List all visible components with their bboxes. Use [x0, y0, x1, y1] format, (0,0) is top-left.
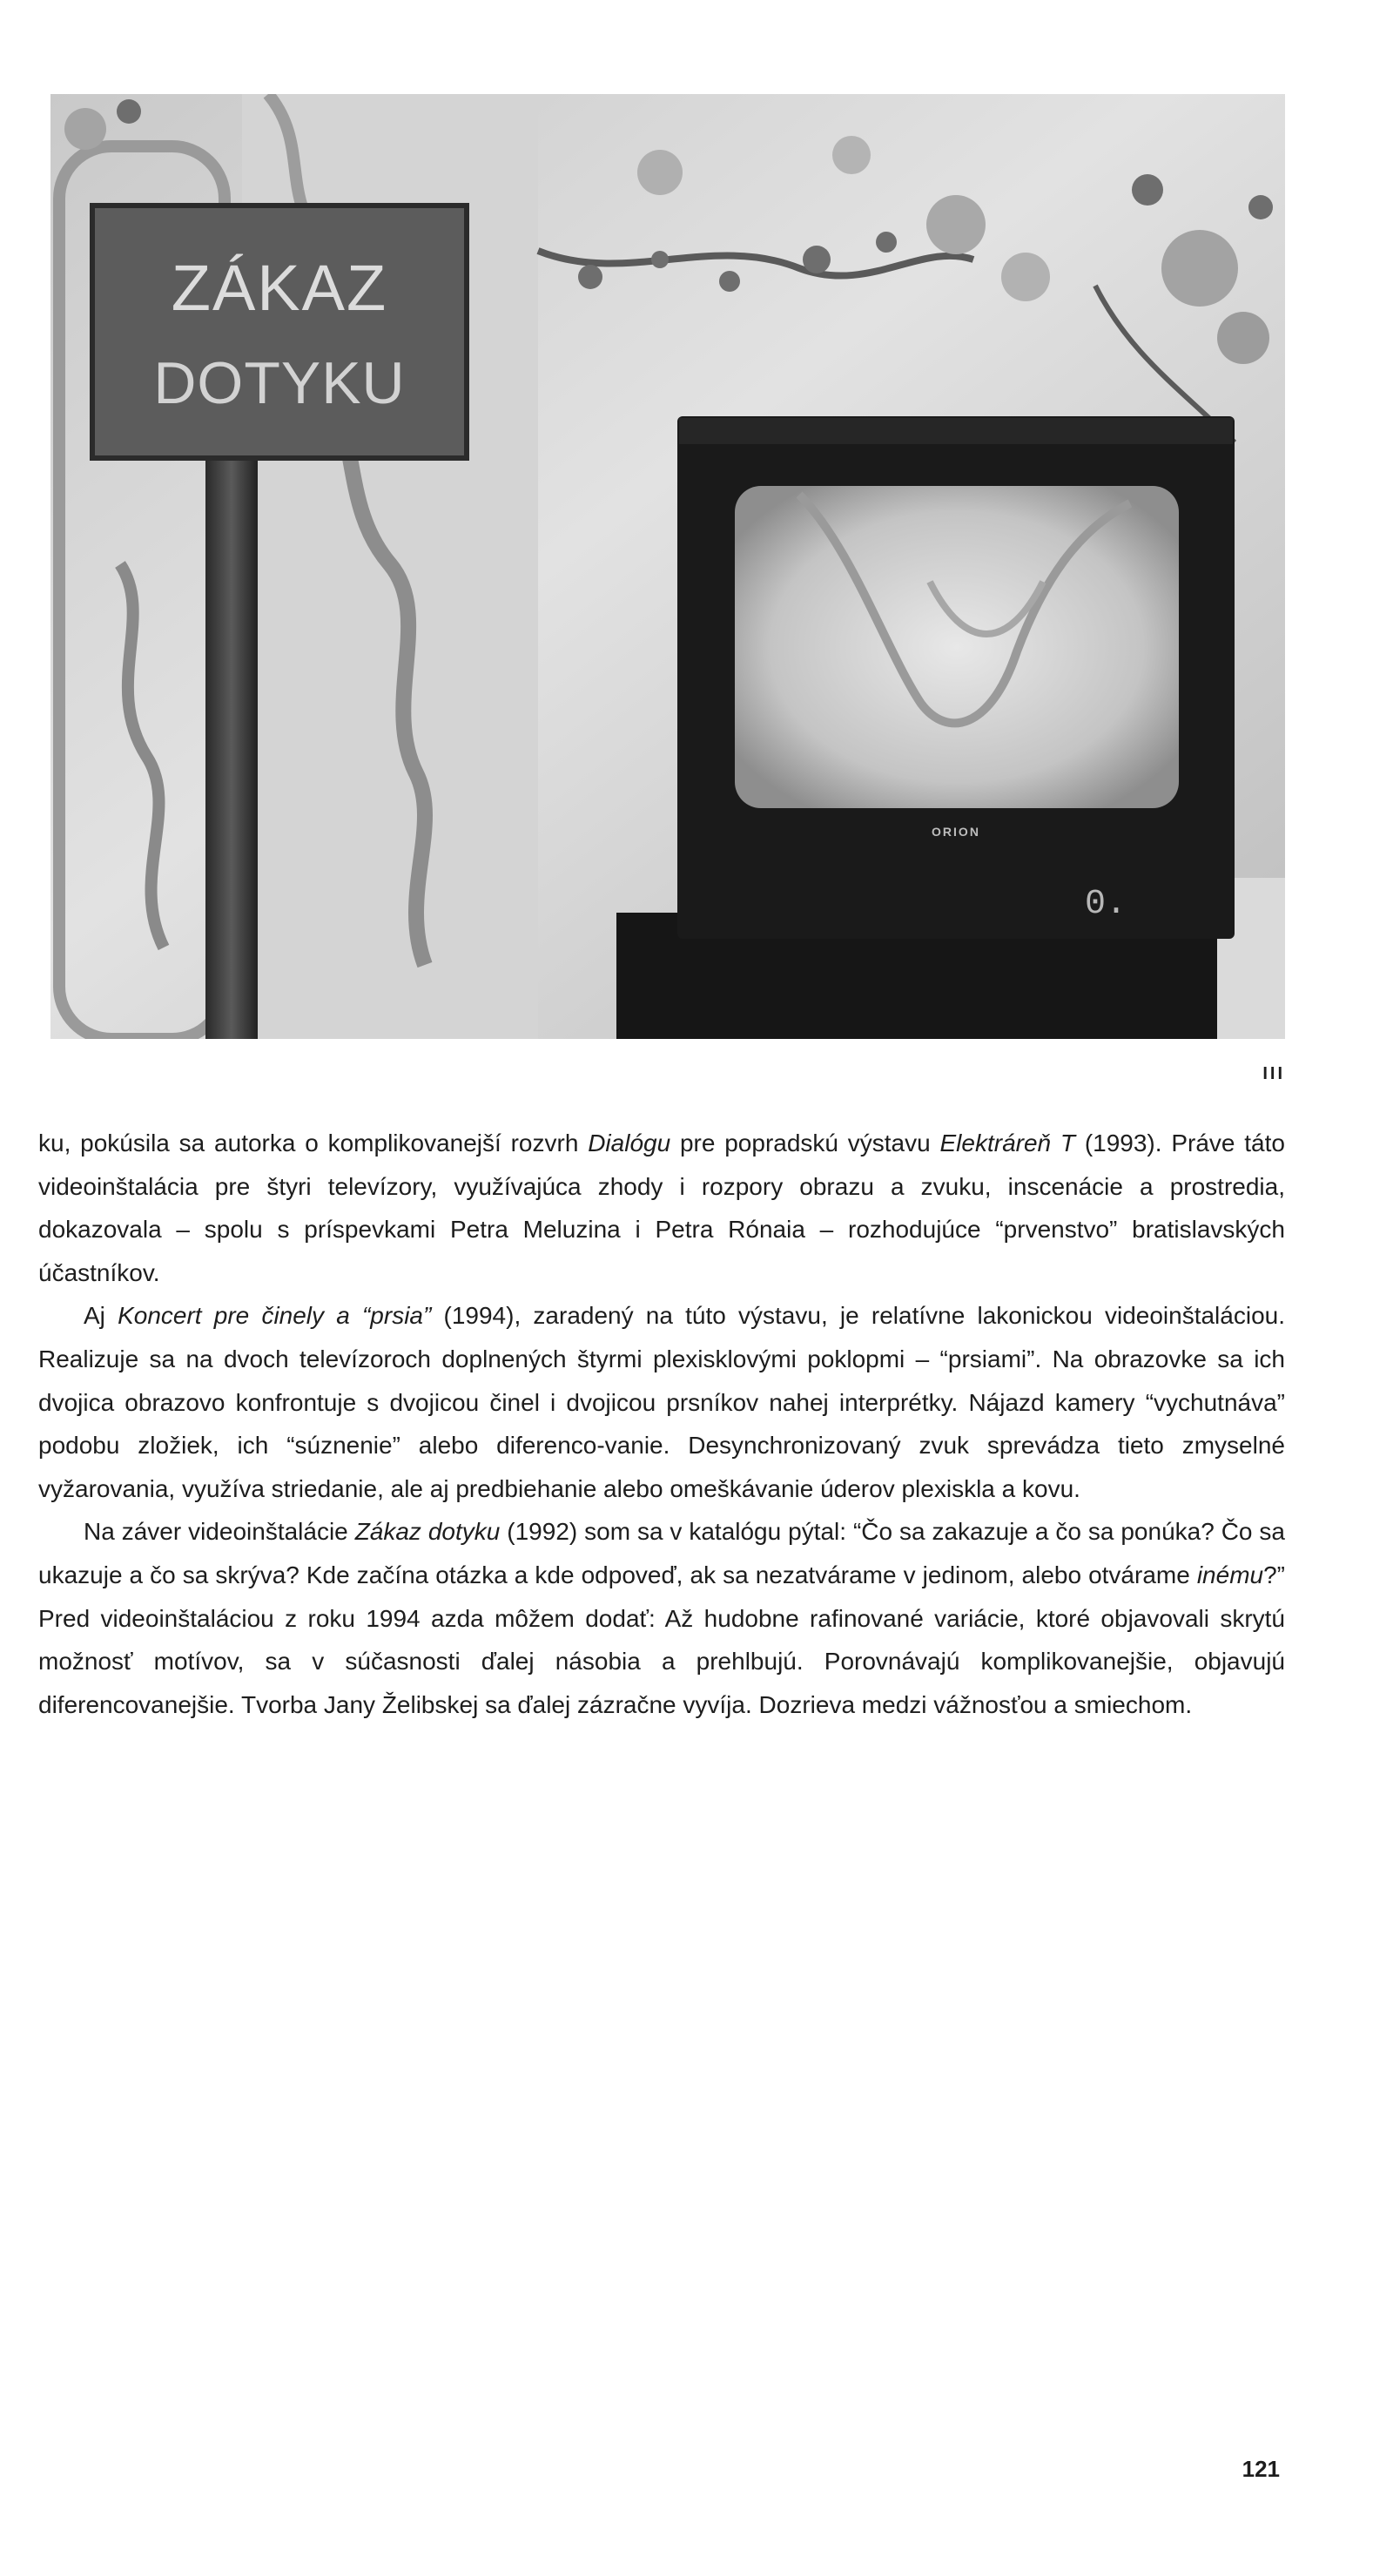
body-text: [38, 1122, 1285, 1726]
sign-line-2: DOTYKU: [153, 350, 406, 416]
text-run: (1992) som sa v katalógu pýtal: “Čo sa zakazuje a čo sa ponúka? Čo sa ukazuje a čo sa skrýva? Kde začína otázka a kde odpoveď, ak sa nezatvárame v jedinom, alebo otvárame: [38, 1518, 1285, 1588]
text-run: pre popradskú výstavu: [670, 1130, 940, 1157]
sign-pole: [205, 408, 258, 1039]
zakaz-dotyku-sign: [92, 206, 467, 458]
plate-number: III: [1262, 1064, 1285, 1083]
text-run: (1993). Práve táto videoinštalácia pre štyri televízory, využívajúca zhody i rozpory obrazu a zvuku, inscenácie a prostredia, dokazovala – spolu s príspevkami Petra Meluzina i Petra Rónaia – rozhodujúce “prvenstvo” bratislavských účastníkov.: [38, 1130, 1285, 1286]
text-run: ?” Pred videoinštaláciou z roku 1994 azda môžem dodať: Až hudobne rafinované variácie, ktoré objavovali skrytú možnosť motívov, sa v súčasnosti ďalej násobia a prehlbujú. Porovnávajú komplikovanejšie, objavujú diferencovanejšie. Tvorba Jany Želibskej sa ďalej zázračne vyvíja. Dozrieva medzi vážnosťou a smiechom.: [38, 1561, 1285, 1718]
text-run: Aj: [84, 1302, 118, 1330]
page-number: 121: [1242, 2456, 1280, 2482]
text-run: ku, pokúsila sa autorka o komplikovanejší rozvrh: [38, 1130, 589, 1157]
text-run: Na záver videoinštalácie: [84, 1518, 355, 1546]
italic-title: Dialógu: [588, 1130, 671, 1157]
paragraph: [38, 1510, 1285, 1726]
italic-title: Koncert pre činely a “prsia”: [118, 1302, 432, 1330]
tv-brand-label: ORION: [932, 825, 980, 839]
installation-photo: [50, 94, 1285, 1039]
tv-channel-digit: 0.: [1085, 885, 1127, 924]
paragraph: [38, 1122, 1285, 1294]
television: [677, 416, 1235, 939]
text-run: (1994), zaradený na túto výstavu, je relatívne lakonickou videoinštaláciou. Realizuje sa na dvoch televízoroch doplnených štyrmi plexisklovými poklopmi – “prsiami”. Na obrazovke sa ich dvojica obrazovo konfrontuje s dvojicou činel i dvojicou prsníkov nahej interprétky. Nájazd kamery “vychutnáva” podobu zložiek, ich “súznenie” alebo diferenco-vanie. Desynchronizovaný zvuk sprevádza tieto zmyselné vyžarovania, využíva striedanie, ale aj predbiehanie alebo omeškávanie úderov plexiskla a kovu.: [38, 1302, 1285, 1502]
sign-line-1: ZÁKAZ: [171, 252, 388, 324]
italic-title: inému: [1196, 1561, 1264, 1588]
italic-title: Zákaz dotyku: [354, 1518, 501, 1546]
paragraph: [38, 1294, 1285, 1510]
italic-title: Elektráreň T: [939, 1130, 1076, 1157]
tv-screen: [735, 486, 1179, 808]
